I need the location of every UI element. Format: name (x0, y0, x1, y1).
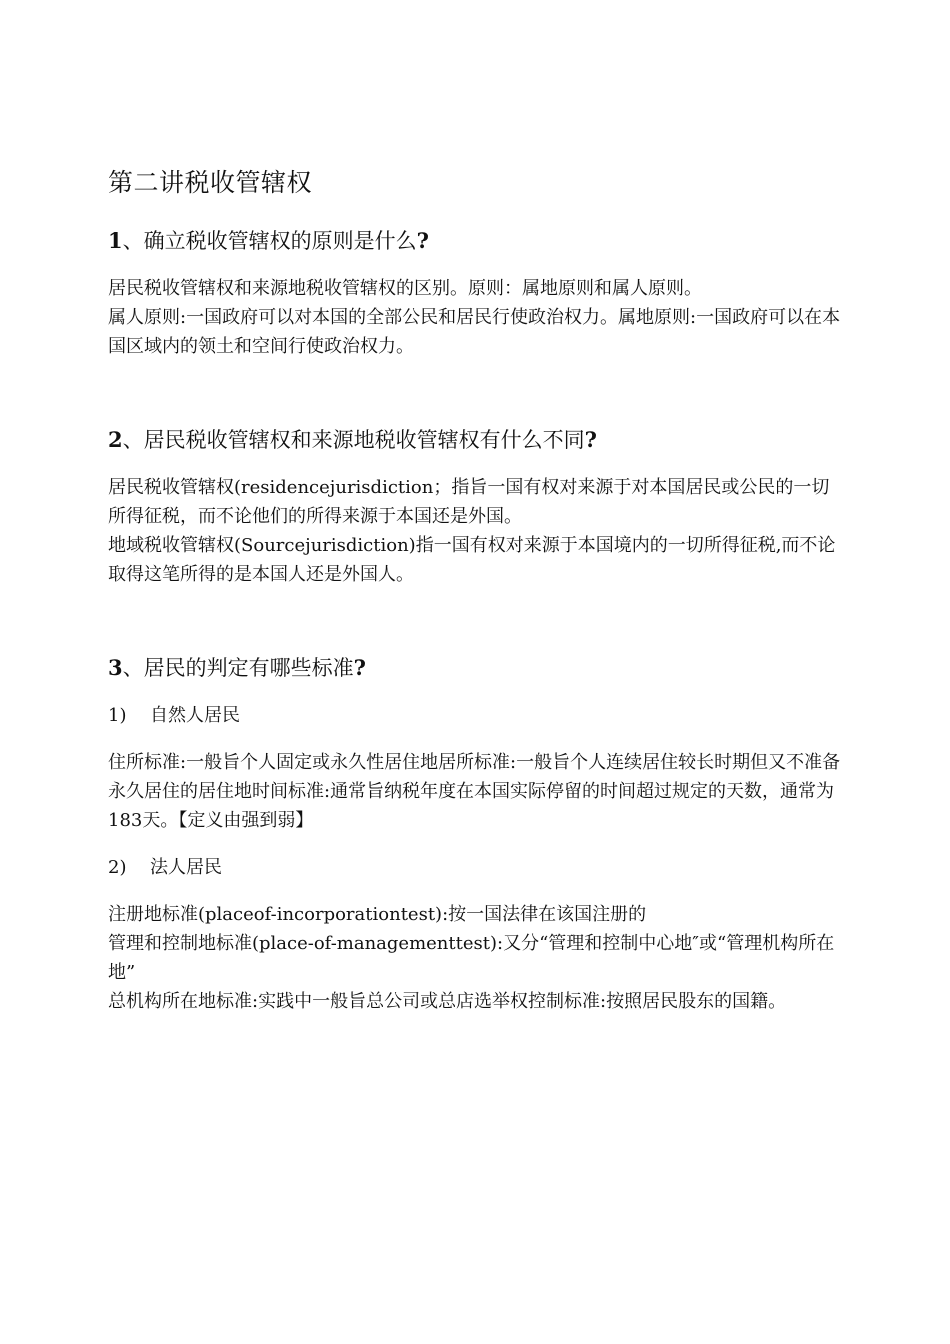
paragraph: 管理和控制地标准(place-of-managementtest):又分“管理和控制中心地″或“管理机构所在地” (108, 933, 835, 983)
paragraph: 注册地标准(placeof-incorporationtest):按一国法律在该国注册的 (108, 904, 647, 925)
document-title: 第二讲税收管辖权 (108, 168, 313, 197)
paragraph: 属人原则:一国政府可以对本国的全部公民和居民行使政治权力。属地原则:一国政府可以在本国区域内的领土和空间行使政治权力。 (108, 307, 841, 357)
subsection-1-number: 1) (108, 705, 127, 726)
section-3-text: 、居民的判定有哪些标准 (122, 656, 354, 680)
section-1-body (108, 274, 844, 361)
subsection-2-heading (108, 853, 844, 882)
section-1-heading (108, 226, 844, 256)
paragraph: 居民税收管辖权和来源地税收管辖权的区别。原则：属地原则和属人原则。 (108, 278, 702, 299)
section-1-number: 1 (108, 228, 123, 253)
subsection-1-heading (108, 701, 844, 730)
section-3-number: 3 (108, 655, 123, 680)
section-3-qmark: ? (353, 655, 366, 680)
subsection-1-label: 自然人居民 (150, 705, 240, 726)
subsection-2-label: 法人居民 (150, 857, 222, 878)
subsection-2-number: 2) (108, 857, 127, 878)
section-2-number: 2 (108, 427, 123, 452)
section-2-heading (108, 425, 844, 455)
paragraph: 居民税收管辖权(residencejurisdiction；指旨一国有权对来源于对本国居民或公民的一切所得征税，而不论他们的所得来源于本国还是外国。 (108, 477, 830, 527)
section-3-heading (108, 653, 844, 683)
paragraph: 总机构所在地标准:实践中一般旨总公司或总店选举权控制标准:按照居民股东的国籍。 (108, 991, 787, 1012)
section-2-body (108, 473, 844, 589)
paragraph: 住所标准:一般旨个人固定或永久性居住地居所标准:一般旨个人连续居住较长时期但又不准备永久居住的居住地时间标准:通常旨纳税年度在本国实际停留的时间超过规定的天数，通常为183天。【定义由强到弱】 (108, 752, 841, 831)
section-1-text: 、确立税收管辖权的原则是什么 (122, 229, 417, 253)
section-1-qmark: ? (416, 228, 429, 253)
section-2-text: 、居民税收管辖权和来源地税收管辖权有什么不同 (122, 428, 585, 452)
paragraph: 地域税收管辖权(Sourcejurisdiction)指一国有权对来源于本国境内的一切所得征税,而不论取得这笔所得的是本国人还是外国人。 (108, 535, 836, 585)
section-2-qmark: ? (584, 427, 597, 452)
document-page (108, 166, 844, 1016)
